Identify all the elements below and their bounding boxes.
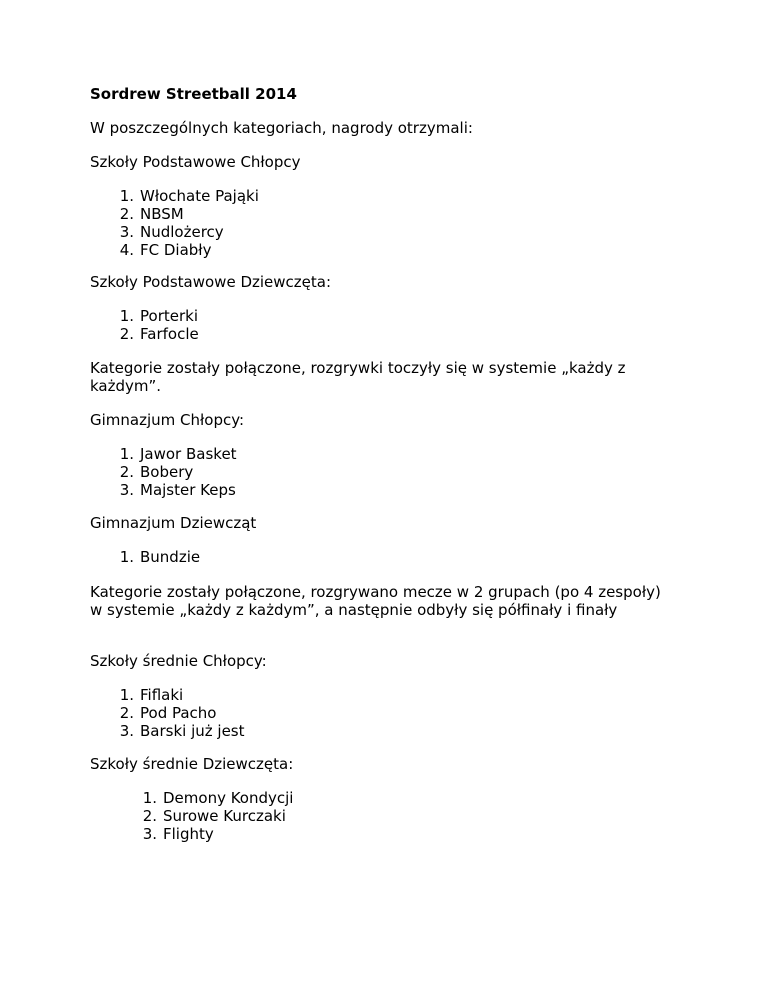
award-list	[135, 789, 293, 843]
list-item: 1. Jawor Basket	[119, 445, 237, 463]
section-heading: Gimnazjum Dziewcząt	[90, 514, 257, 532]
list-item: 3. Barski już jest	[119, 722, 245, 740]
list-item: 3. Flighty	[142, 825, 214, 843]
list-item: 3. Majster Keps	[119, 481, 236, 499]
list-item: 2. NBSM	[119, 205, 184, 223]
award-list	[112, 187, 259, 259]
list-item: 1. Porterki	[119, 307, 198, 325]
section-heading: Szkoły Podstawowe Chłopcy	[90, 153, 301, 171]
list-item: 1. Bundzie	[119, 548, 201, 566]
list-item: 2. Bobery	[119, 463, 194, 481]
section-heading: Szkoły średnie Chłopcy:	[90, 652, 267, 670]
list-item: 3. Nudlożercy	[119, 223, 224, 241]
list-item: 2. Pod Pacho	[119, 704, 217, 722]
award-list	[112, 445, 237, 499]
list-item: 1. Włochate Pająki	[119, 187, 259, 205]
intro-text: W poszczególnych kategoriach, nagrody otrzymali:	[90, 119, 473, 137]
section-heading: Gimnazjum Chłopcy:	[90, 411, 245, 429]
note-paragraph: Kategorie zostały połączone, rozgrywki toczyły się w systemie „każdy z każdym”.	[90, 359, 626, 395]
list-item: 1. Fiflaki	[119, 686, 184, 704]
award-list	[112, 307, 199, 343]
list-item: 2. Surowe Kurczaki	[142, 807, 286, 825]
list-item: 1. Demony Kondycji	[142, 789, 294, 807]
section-heading: Szkoły średnie Dziewczęta:	[90, 755, 294, 773]
award-list	[112, 548, 200, 566]
section-heading: Szkoły Podstawowe Dziewczęta:	[90, 273, 332, 291]
list-item: 2. Farfocle	[119, 325, 199, 343]
document-title: Sordrew Streetball 2014	[90, 85, 297, 103]
note-paragraph: Kategorie zostały połączone, rozgrywano mecze w 2 grupach (po 4 zespoły) w systemie „każdy z każdym”, a następnie odbyły się półfinały i finały	[90, 583, 661, 619]
list-item: 4. FC Diabły	[119, 241, 212, 259]
award-list	[112, 686, 245, 740]
